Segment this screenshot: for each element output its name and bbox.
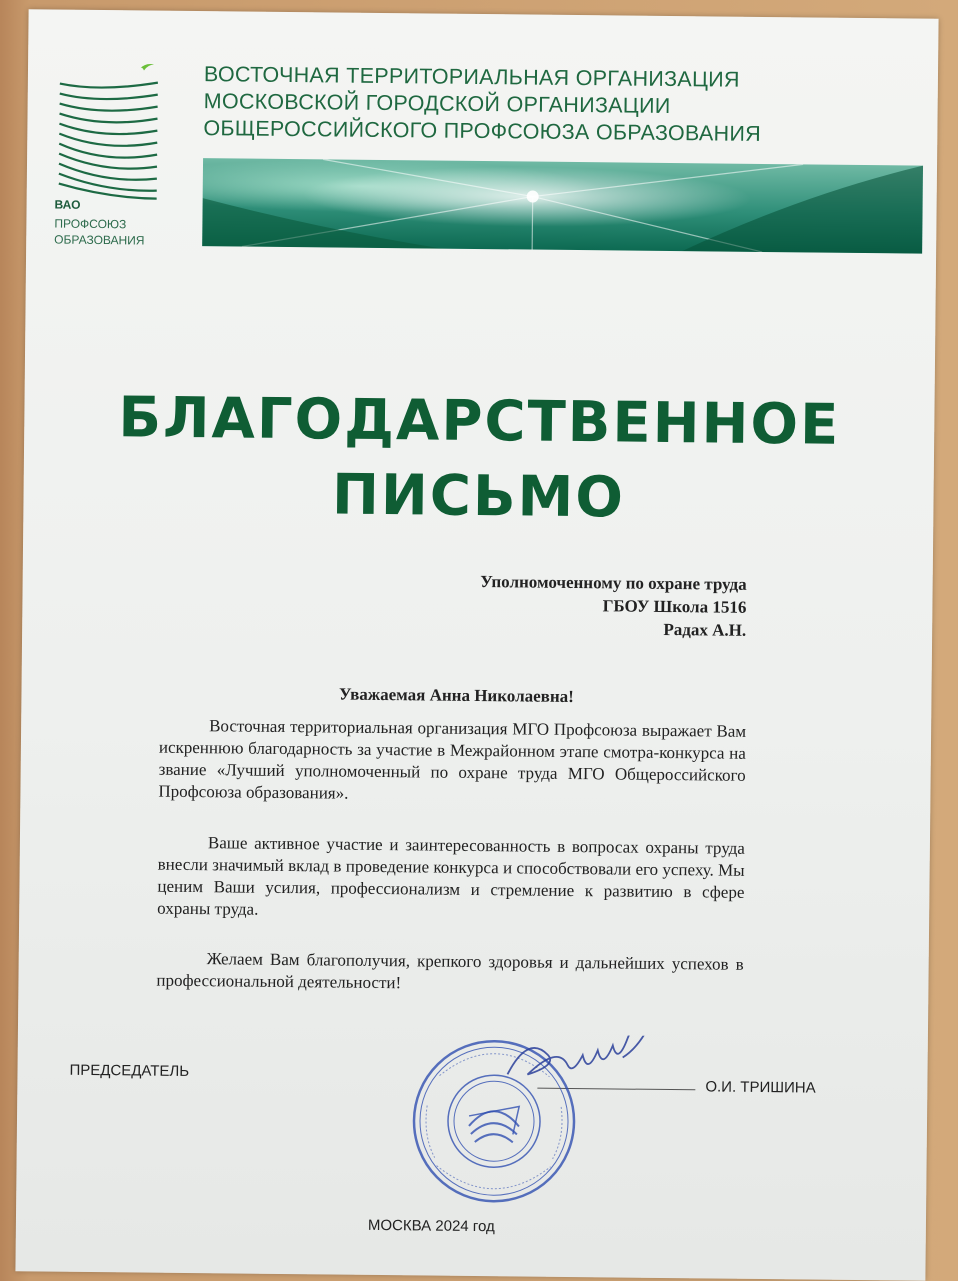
document-title: ПИСЬМО — [331, 462, 626, 531]
logo-subtitle-line: ПРОФСОЮЗ — [54, 216, 127, 232]
logo-subtitle — [54, 216, 145, 249]
addressee-block — [480, 570, 747, 642]
addressee-line: ГБОУ Школа 1516 — [602, 596, 747, 617]
body-paragraph: Восточная территориальная организация МГО Профсоюза выражает Вам искреннюю благодарность за участие в Межрайонном этапе смотра-конкурса на звание «Лучший уполномоченный по охране труда МГО Общероссийского Профсоюза образования». — [158, 716, 747, 803]
org-title-line: МОСКОВСКОЙ ГОРОДСКОЙ ОРГАНИЗАЦИИ — [203, 89, 671, 118]
header-banner — [202, 158, 923, 254]
handwritten-signature-icon — [497, 1034, 668, 1096]
banner-light-rays-icon — [202, 158, 923, 254]
union-logo-icon — [53, 54, 165, 205]
body-paragraph: Ваше активное участие и заинтересованность в вопросах охраны труда внесли значимый вклад в проведение конкурса и способствовали его успеху. Мы ценим Ваши усилия, профессионализм и стремление к развитию в сфере охраны труда. — [157, 833, 745, 919]
document-title: БЛАГОДАРСТВЕННОЕ — [118, 385, 841, 458]
org-title-line: ОБЩЕРОССИЙСКОГО ПРОФСОЮЗА ОБРАЗОВАНИЯ — [203, 116, 762, 146]
addressee-line: Радах А.Н. — [663, 619, 747, 640]
letter-sheet — [15, 9, 938, 1280]
organization-title — [203, 61, 761, 148]
org-title-line: ВОСТОЧНАЯ ТЕРРИТОРИАЛЬНАЯ ОРГАНИЗАЦИЯ — [203, 62, 740, 92]
chair-label: ПРЕДСЕДАТЕЛЬ — [69, 1061, 190, 1081]
city-year: МОСКВА 2024 год — [367, 1216, 495, 1236]
addressee-line: Уполномоченному по охране труда — [480, 572, 747, 594]
logo-abbreviation: ВАО — [54, 197, 81, 212]
greeting: Уважаемая Анна Николаевна! — [339, 684, 574, 707]
logo-subtitle-line: ОБРАЗОВАНИЯ — [54, 232, 145, 248]
body-paragraph: Желаем Вам благополучия, крепкого здоровья и дальнейших успехов в профессиональной деятельности! — [156, 949, 744, 993]
signatory-name: О.И. ТРИШИНА — [705, 1078, 816, 1097]
